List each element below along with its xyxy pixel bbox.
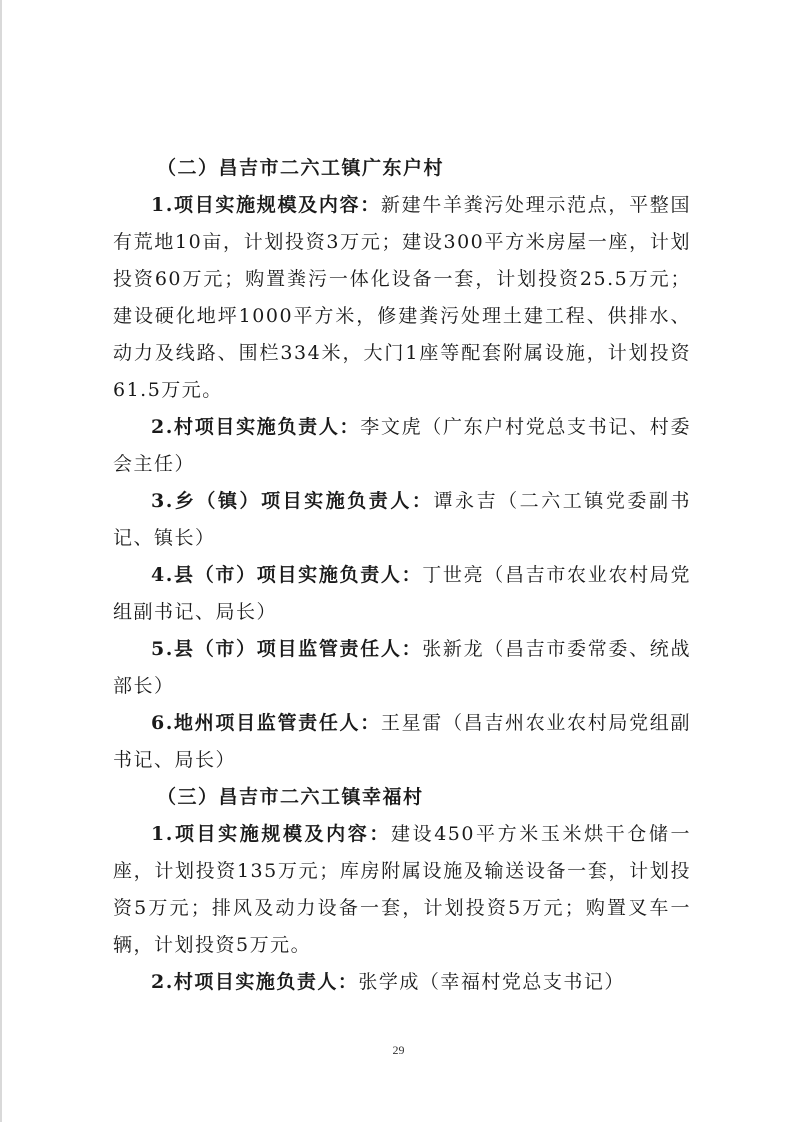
paragraph-village-leader (113, 964, 691, 1001)
paragraph-text: 谭永吉（二六工镇党委副书记、镇长） (113, 490, 691, 549)
paragraph-text: 丁世亮（昌吉市农业农村局党组副书记、局长） (113, 564, 691, 623)
paragraph-label: 5.县（市）项目监管责任人： (151, 638, 423, 660)
paragraph-label: 2.村项目实施负责人： (151, 416, 361, 438)
section-heading-xingfu: （三）昌吉市二六工镇幸福村 (157, 786, 424, 808)
paragraph-label: 3.乡（镇）项目实施负责人： (151, 490, 434, 512)
paragraph-project-scope (113, 187, 691, 409)
document-body (113, 150, 691, 1001)
paragraph-label: 6.地州项目监管责任人： (151, 712, 381, 734)
paragraph-prefecture-supervisor (113, 705, 691, 779)
paragraph-label: 2.村项目实施负责人： (151, 971, 359, 993)
paragraph-project-scope (113, 816, 691, 964)
paragraph-label: 1.项目实施规模及内容： (151, 823, 391, 845)
paragraph-text: 张学成（幸福村党总支书记） (358, 971, 625, 993)
paragraph-text: 新建牛羊粪污处理示范点，平整国有荒地10亩，计划投资3万元；建设300平方米房屋一座，计划投资60万元；购置粪污一体化设备一套，计划投资25.5万元；建设硬化地坪1000平方米，修建粪污处理土建工程、供排水、动力及线路、围栏334米，大门1座等配套附属设施，计划投资61.5万元。 (113, 194, 691, 401)
paragraph-county-leader (113, 557, 691, 631)
paragraph-text: 建设450平方米玉米烘干仓储一座，计划投资135万元；库房附属设施及输送设备一套，计划投资5万元；排风及动力设备一套，计划投资5万元；购置叉车一辆，计划投资5万元。 (113, 823, 691, 956)
paragraph-text: 王星雷（昌吉州农业农村局党组副书记、局长） (113, 712, 691, 771)
page-number: 29 (392, 1043, 405, 1057)
paragraph-village-leader (113, 409, 691, 483)
paragraph-town-leader (113, 483, 691, 557)
paragraph-label: 1.项目实施规模及内容： (151, 194, 381, 216)
paragraph-text: 李文虎（广东户村党总支书记、村委会主任） (113, 416, 691, 475)
paragraph-county-supervisor (113, 631, 691, 705)
paragraph-label: 4.县（市）项目实施负责人： (151, 564, 423, 586)
paragraph-text: 张新龙（昌吉市委常委、统战部长） (113, 638, 691, 697)
section-heading-guangdonghu: （二）昌吉市二六工镇广东户村 (157, 157, 445, 179)
